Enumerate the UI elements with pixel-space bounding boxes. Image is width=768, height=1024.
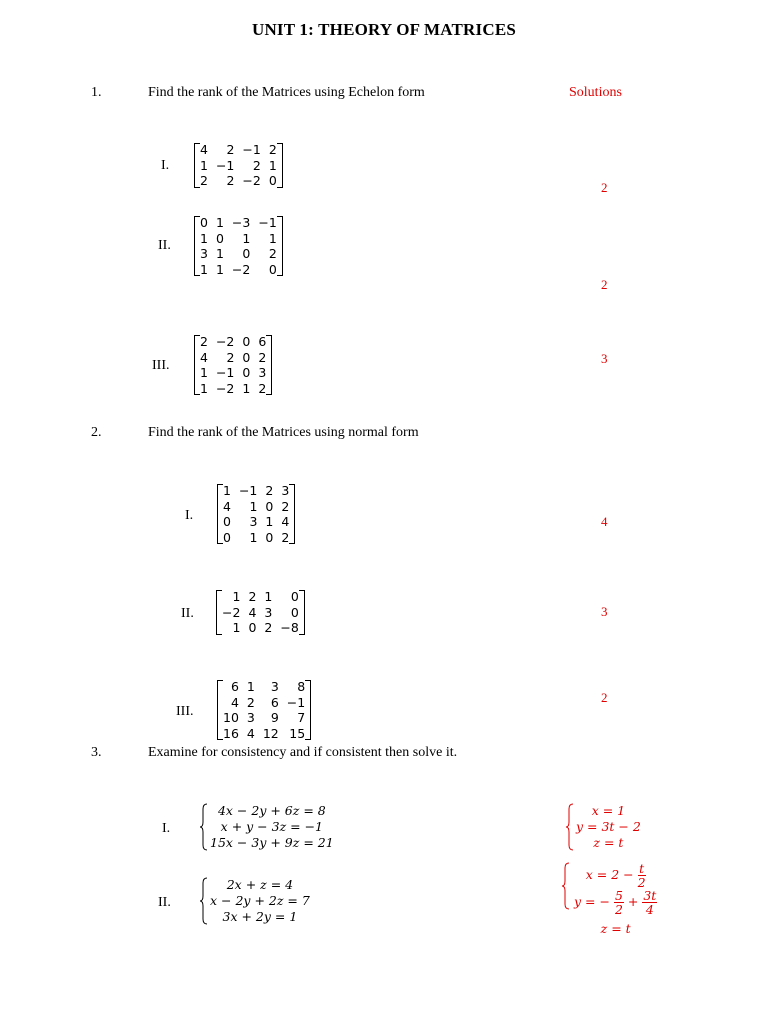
matrix-cell: 1: [242, 380, 251, 396]
matrix-cell: 1: [268, 230, 277, 246]
equation-line: 2x + z = 4: [226, 877, 294, 892]
matrix-cell: −1: [215, 365, 235, 380]
matrix-cell: 0: [268, 173, 277, 188]
equation-line: x + y − 3z = −1: [220, 819, 324, 834]
matrix-cell: 2: [226, 349, 235, 365]
solution-line: x = 2 − $\frac{t}{2}$: [585, 861, 646, 890]
matrix-cell: 4: [246, 725, 255, 741]
q3-part-2-solution: [562, 862, 657, 942]
question-3-text: Examine for consistency and if consistent then solve it.: [148, 745, 458, 760]
matrix-cell: 0: [223, 529, 231, 545]
matrix-cell: 2: [226, 142, 235, 157]
fraction: $\frac{3t}{4}$: [643, 888, 657, 917]
matrix-cell: 2: [248, 589, 257, 604]
matrix-cell: 2: [258, 349, 267, 365]
matrix-cell: 3: [258, 365, 267, 380]
fraction: $\frac{5}{2}$: [614, 888, 623, 917]
matrix-cell: 2: [268, 142, 277, 157]
equation-line: 4x − 2y + 6z = 8: [217, 803, 326, 818]
equation-line: 15x − 3y + 9z = 21: [210, 835, 334, 850]
q2-part-3-label: III.: [176, 704, 194, 719]
matrix-cell: −1: [258, 215, 277, 230]
matrix-cell: 3: [270, 679, 279, 694]
matrix-cell: 0: [290, 604, 299, 620]
matrix-cell: 1: [242, 230, 251, 246]
matrix-cell: 12: [262, 725, 279, 741]
solutions-heading: Solutions: [569, 85, 622, 100]
matrix-cell: 2: [281, 498, 290, 514]
question-3-number: 3.: [91, 745, 102, 760]
left-brace-icon: [562, 862, 570, 910]
q3-part-1-solution: [566, 803, 641, 851]
question-1-text: Find the rank of the Matrices using Echelon form: [148, 85, 425, 100]
matrix-cell: 3: [246, 710, 255, 725]
q2-part-1-matrix: [217, 483, 295, 545]
page-title: UNIT 1: THEORY OF MATRICES: [251, 20, 517, 39]
matrix-cell: 4: [281, 514, 290, 529]
fraction: $\frac{t}{2}$: [637, 861, 646, 890]
matrix-cell: 0: [242, 349, 251, 365]
matrix-cell: 1: [223, 483, 231, 498]
q2-part-3-answer: 2: [601, 690, 608, 705]
q2-part-1-answer: 4: [601, 514, 608, 529]
matrix-cell: 1: [232, 620, 241, 635]
matrix-cell: 6: [258, 334, 267, 349]
matrix-cell: 7: [297, 710, 306, 725]
left-brace-icon: [566, 803, 574, 851]
matrix-cell: −2: [242, 173, 261, 188]
matrix-cell: 0: [265, 498, 274, 514]
matrix-cell: 1: [232, 589, 241, 604]
matrix-cell: 1: [249, 529, 258, 545]
matrix-cell: 1: [200, 380, 208, 396]
matrix-cell: −1: [215, 157, 235, 173]
matrix-cell: 1: [215, 261, 224, 277]
matrix-cell: 4: [223, 498, 231, 514]
q3-part-2-label: II.: [158, 895, 171, 910]
matrix-cell: −3: [231, 215, 251, 230]
matrix-cell: 1: [200, 365, 208, 380]
matrix-cell: −2: [222, 604, 241, 620]
matrix-cell: 1: [215, 215, 224, 230]
left-brace-icon: [200, 803, 208, 851]
matrix-cell: 0: [215, 230, 224, 246]
matrix-cell: −2: [231, 261, 251, 277]
matrix-cell: 2: [264, 620, 273, 635]
question-2-number: 2.: [91, 425, 102, 440]
matrix-cell: 0: [268, 261, 277, 277]
matrix-cell: 2: [200, 173, 208, 188]
matrix-cell: 1: [246, 679, 255, 694]
matrix-cell: 4: [200, 349, 208, 365]
q2-part-2-label: II.: [181, 606, 194, 621]
q1-part-3-answer: 3: [601, 351, 608, 366]
matrix-cell: 16: [223, 725, 239, 741]
solution-line: x = 1: [591, 803, 626, 818]
equation-line: x − 2y + 2z = 7: [210, 893, 310, 908]
matrix-cell: 0: [248, 620, 257, 635]
equation-line: 3x + 2y = 1: [222, 909, 298, 924]
matrix-cell: 6: [230, 679, 239, 694]
q1-part-2-matrix: [194, 215, 283, 277]
matrix-cell: 2: [200, 334, 208, 349]
matrix-cell: 2: [265, 483, 274, 498]
matrix-cell: 2: [246, 694, 255, 710]
matrix-cell: 1: [200, 230, 208, 246]
q2-part-2-answer: 3: [601, 604, 608, 619]
matrix-cell: 1: [264, 589, 273, 604]
solution-line: z = t: [593, 835, 624, 850]
matrix-cell: 0: [242, 334, 251, 349]
matrix-cell: 0: [223, 514, 231, 529]
question-1-number: 1.: [91, 85, 102, 100]
matrix-cell: 1: [249, 498, 258, 514]
q2-part-1-label: I.: [185, 508, 194, 523]
matrix-cell: 2: [252, 157, 261, 173]
matrix-cell: −1: [286, 694, 306, 710]
matrix-cell: 2: [226, 173, 235, 188]
matrix-cell: 0: [242, 365, 251, 380]
solution-line: y = − $\frac{5}{2}$ + $\frac{3t}{4}$: [574, 888, 657, 917]
matrix-cell: 9: [270, 710, 279, 725]
matrix-cell: 10: [223, 710, 239, 725]
q1-part-1-matrix: [194, 142, 283, 189]
q2-part-3-matrix: [217, 679, 311, 741]
solution-line: y = 3t − 2: [576, 819, 641, 834]
matrix-cell: 3: [264, 604, 273, 620]
matrix-cell: 8: [297, 679, 306, 694]
matrix-cell: 3: [281, 483, 290, 498]
q3-part-2-system: [200, 877, 310, 925]
matrix-cell: 1: [215, 246, 224, 261]
q1-part-3-matrix: [194, 334, 272, 396]
q1-part-2-label: II.: [158, 238, 171, 253]
matrix-cell: 3: [200, 246, 208, 261]
q1-part-1-label: I.: [161, 158, 170, 173]
matrix-cell: 1: [200, 157, 208, 173]
matrix-cell: 2: [258, 380, 267, 396]
matrix-cell: 2: [281, 529, 290, 545]
q3-part-1-system: [200, 803, 334, 851]
matrix-cell: 1: [265, 514, 274, 529]
matrix-cell: 0: [290, 589, 299, 604]
matrix-cell: 2: [268, 246, 277, 261]
solution-line: z = t: [600, 921, 631, 936]
q1-part-2-answer: 2: [601, 277, 608, 292]
matrix-cell: −1: [238, 483, 258, 498]
q2-part-2-matrix: [216, 589, 305, 636]
matrix-cell: 4: [248, 604, 257, 620]
q3-part-1-label: I.: [162, 821, 171, 836]
matrix-cell: −2: [215, 380, 235, 396]
left-brace-icon: [200, 877, 208, 925]
matrix-cell: 3: [249, 514, 258, 529]
matrix-cell: 4: [200, 142, 208, 157]
matrix-cell: 6: [270, 694, 279, 710]
matrix-cell: −1: [242, 142, 261, 157]
matrix-cell: 15: [289, 725, 306, 741]
q1-part-3-label: III.: [152, 358, 170, 373]
matrix-cell: 0: [242, 246, 251, 261]
matrix-cell: 0: [200, 215, 208, 230]
q1-part-1-answer: 2: [601, 180, 608, 195]
matrix-cell: −8: [280, 620, 299, 635]
matrix-cell: 1: [200, 261, 208, 277]
matrix-cell: −2: [215, 334, 235, 349]
matrix-cell: 4: [230, 694, 239, 710]
question-2-text: Find the rank of the Matrices using normal form: [148, 425, 419, 440]
matrix-cell: 0: [265, 529, 274, 545]
matrix-cell: 1: [268, 157, 277, 173]
